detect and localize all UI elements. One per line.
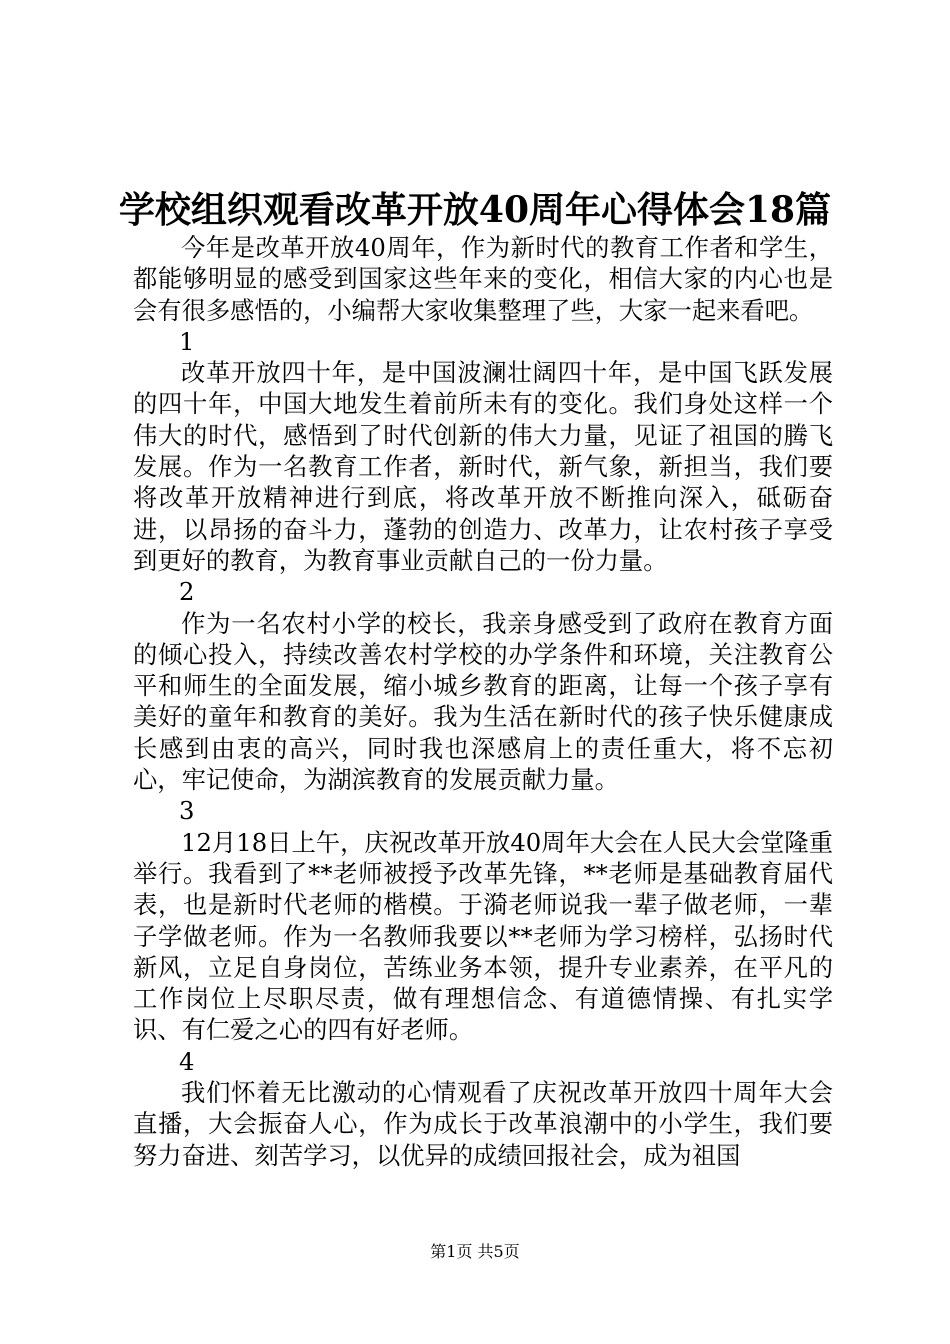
document-body [133, 232, 833, 1171]
section-number: 1 [179, 326, 195, 356]
section-number: 2 [179, 577, 195, 607]
body-paragraph: 改革开放四十年，是中国波澜壮阔四十年，是中国飞跃发展的四十年，中国大地发生着前所未有的变化。我们身处这样一个伟大的时代，感悟到了时代创新的伟大力量，见证了祖国的腾飞发展。作为一名教育工作者，新时代，新气象，新担当，我们要将改革开放精神进行到底，将改革开放不断推向深入，砥砺奋进，以昂扬的奋斗力，蓬勃的创造力、改革力，让农村孩子享受到更好的教育，为教育事业贡献自己的一份力量。 [133, 358, 833, 575]
intro-paragraph: 今年是改革开放40周年，作为新时代的教育工作者和学生，都能够明显的感受到国家这些年来的变化，相信大家的内心也是会有很多感悟的，小编帮大家收集整理了些，大家一起来看吧。 [133, 233, 833, 325]
body-paragraph: 12月18日上午，庆祝改革开放40周年大会在人民大会堂隆重举行。我看到了**老师被授予改革先锋，**老师是基础教育届代表，也是新时代老师的楷模。于漪老师说我一辈子做老师，一辈子学做老师。作为一名教师我要以**老师为学习榜样，弘扬时代新风，立足自身岗位，苦练业务本领，提升专业素养，在平凡的工作岗位上尽职尽责，做有理想信念、有道德情操、有扎实学识、有仁爱之心的四有好老师。 [133, 827, 833, 1045]
body-paragraph: 作为一名农村小学的校长，我亲身感受到了政府在教育方面的倾心投入，持续改善农村学校的办学条件和环境，关注教育公平和师生的全面发展，缩小城乡教育的距离，让每一个孩子享有美好的童年和教育的美好。我为生活在新时代的孩子快乐健康成长感到由衷的高兴，同时我也深感肩上的责任重大，将不忘初心，牢记使命，为湖滨教育的发展贡献力量。 [133, 608, 833, 795]
page-footer: 第1页 共5页 [430, 1242, 520, 1261]
section-number: 4 [179, 1046, 195, 1076]
section-number: 3 [179, 796, 195, 826]
body-paragraph: 我们怀着无比激动的心情观看了庆祝改革开放四十周年大会直播，大会振奋人心，作为成长于改革浪潮中的小学生，我们要努力奋进、刻苦学习，以优异的成绩回报社会，成为祖国 [133, 1078, 833, 1170]
document-title: 学校组织观看改革开放40周年心得体会18篇 [118, 189, 832, 231]
